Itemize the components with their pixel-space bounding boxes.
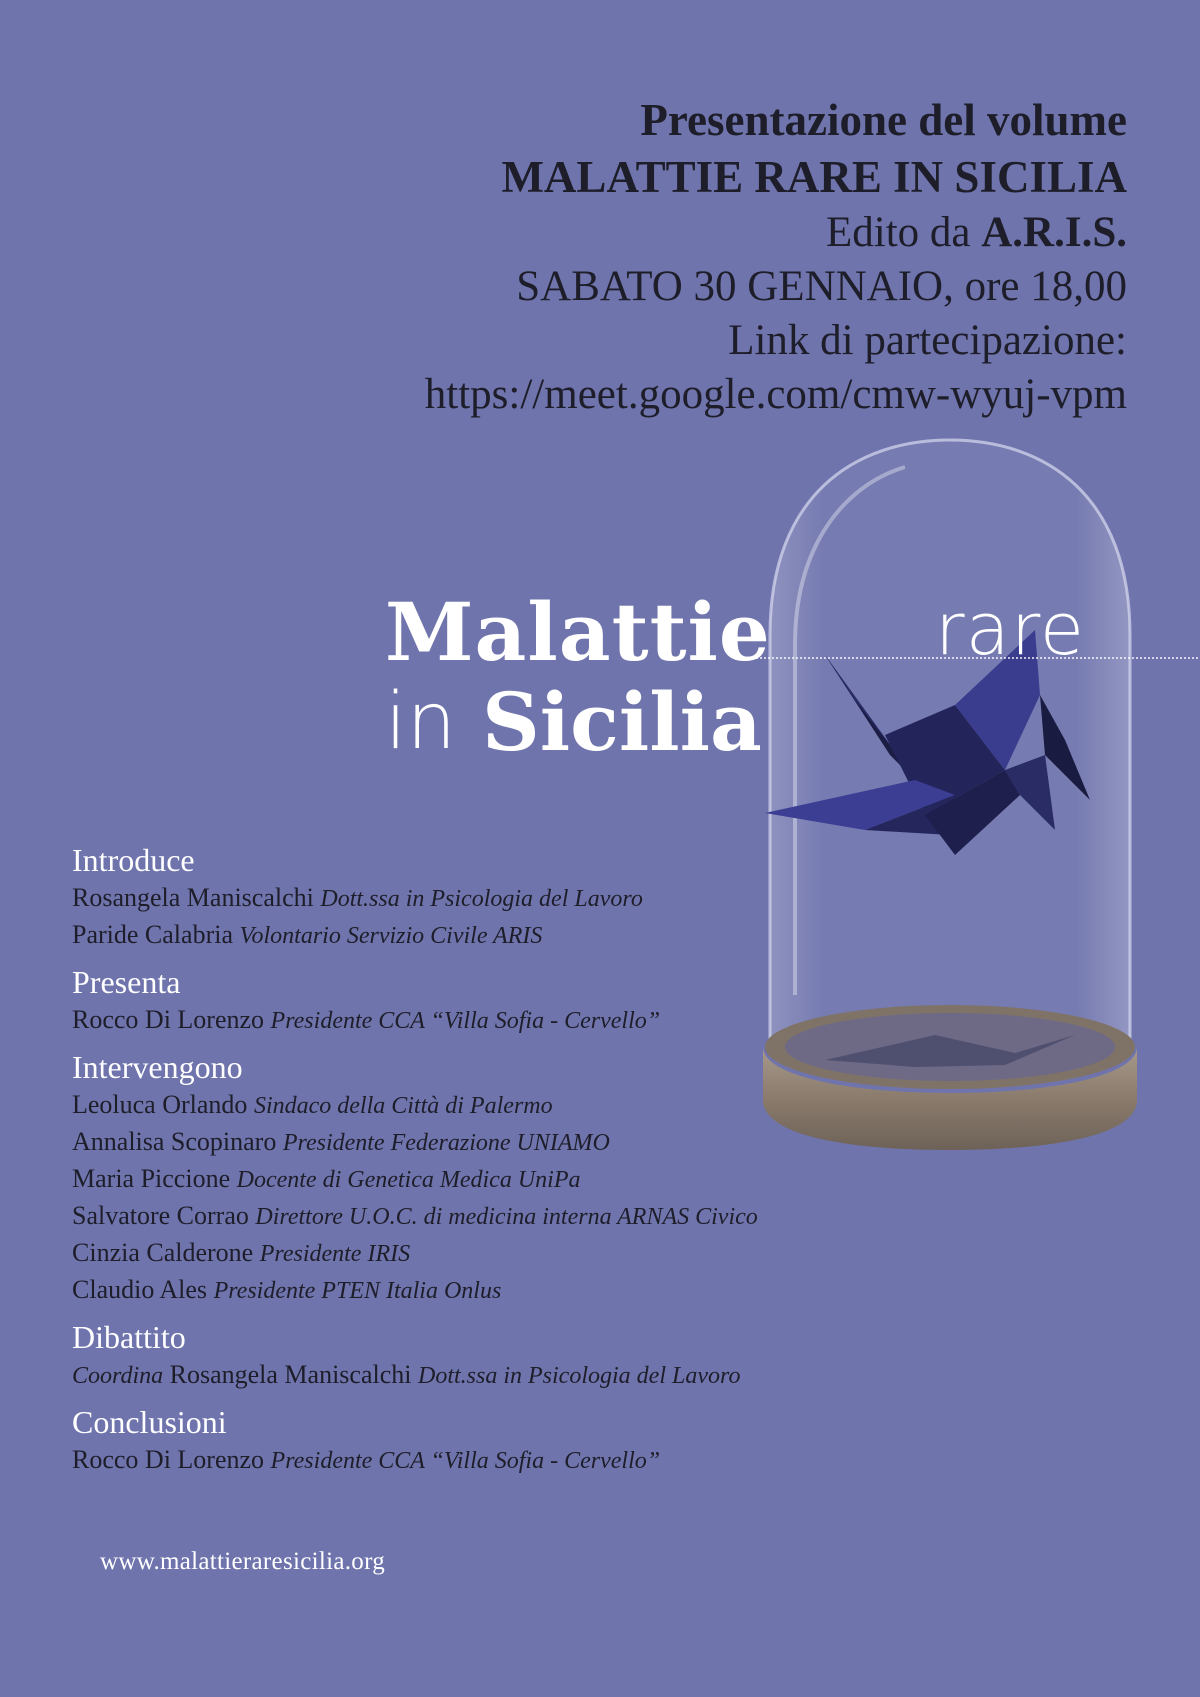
- publisher-prefix: Edito da: [825, 209, 971, 256]
- crane-bell-jar-illustration: [755, 435, 1145, 1210]
- event-date: SABATO 30 GENNAIO, ore 18,00: [516, 263, 1127, 310]
- speaker-role: Volontario Servizio Civile ARIS: [239, 923, 543, 949]
- speaker-name: Paride Calabria: [72, 920, 233, 949]
- speaker-role: Presidente IRIS: [259, 1241, 411, 1267]
- book-logo: [385, 585, 1105, 769]
- speaker-role: Docente di Genetica Medica UniPa: [236, 1167, 581, 1193]
- speaker-row: [72, 1272, 812, 1309]
- speaker-name: Leoluca Orlando: [72, 1090, 248, 1119]
- logo-word-in: in: [385, 677, 457, 767]
- event-header: [367, 92, 1127, 422]
- publisher-line: [367, 206, 1127, 260]
- speaker-name: Cinzia Calderone: [72, 1238, 254, 1267]
- speaker-name: Salvatore Corrao: [72, 1201, 249, 1230]
- section-heading-dibattito: Dibattito: [72, 1319, 186, 1355]
- speaker-name: Maria Piccione: [72, 1164, 231, 1193]
- book-title: MALATTIE RARE IN SICILIA: [501, 152, 1127, 202]
- speaker-role: Direttore U.O.C. di medicina interna ARNAS Civico: [255, 1204, 758, 1230]
- speaker-row: [72, 1002, 812, 1039]
- link-label: Link di partecipazione:: [728, 317, 1127, 364]
- speaker-name: Rosangela Maniscalchi: [72, 883, 314, 912]
- speaker-name: Rosangela Maniscalchi: [169, 1360, 412, 1389]
- logo-word-malattie: Malattie: [385, 585, 771, 679]
- speaker-row: [72, 1198, 812, 1235]
- speaker-row: [72, 1087, 812, 1124]
- speaker-row: [72, 917, 812, 954]
- speaker-name: Annalisa Scopinaro: [72, 1127, 277, 1156]
- speaker-role: Presidente Federazione UNIAMO: [282, 1130, 610, 1156]
- speaker-row: [72, 1124, 812, 1161]
- program: [72, 832, 812, 1479]
- section-heading-conclusioni: Conclusioni: [72, 1404, 227, 1440]
- website-link[interactable]: www.malattieraresicilia.org: [100, 1548, 386, 1575]
- speaker-row: [72, 1161, 812, 1198]
- speaker-role: Dott.ssa in Psicologia del Lavoro: [320, 886, 643, 912]
- speaker-name: Rocco Di Lorenzo: [72, 1005, 265, 1034]
- meeting-link[interactable]: https://meet.google.com/cmw-wyuj-vpm: [424, 371, 1127, 418]
- speaker-row: [72, 1235, 812, 1272]
- speaker-row: [72, 880, 812, 917]
- speaker-name: Rocco Di Lorenzo: [72, 1445, 265, 1474]
- presentation-title: Presentazione del volume: [640, 95, 1127, 145]
- speaker-row: [72, 1357, 812, 1394]
- speaker-role: Sindaco della Città di Palermo: [253, 1093, 553, 1119]
- publisher-name: A.R.I.S.: [981, 209, 1127, 256]
- section-heading-introduce: Introduce: [72, 842, 195, 878]
- speaker-name: Claudio Ales: [72, 1275, 208, 1304]
- coordinator-prefix: Coordina: [72, 1363, 164, 1389]
- speaker-role: Presidente CCA “Villa Sofia - Cervello”: [270, 1008, 661, 1034]
- logo-word-sicilia: Sicilia: [482, 675, 762, 769]
- speaker-row: [72, 1442, 812, 1479]
- speaker-role: Presidente CCA “Villa Sofia - Cervello”: [270, 1448, 661, 1474]
- section-heading-intervengono: Intervengono: [72, 1049, 243, 1085]
- logo-word-rare: rare: [935, 587, 1086, 671]
- speaker-role: Presidente PTEN Italia Onlus: [213, 1278, 502, 1304]
- section-heading-presenta: Presenta: [72, 964, 181, 1000]
- speaker-role: Dott.ssa in Psicologia del Lavoro: [418, 1363, 741, 1389]
